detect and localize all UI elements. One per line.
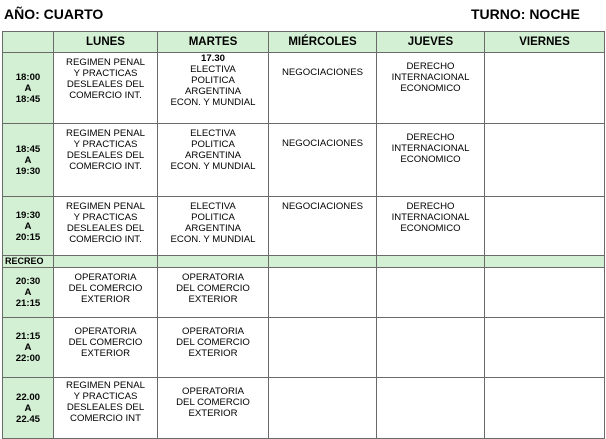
class-cell: ELECTIVA POLITICA ARGENTINA ECON. Y MUNDIAL bbox=[158, 124, 269, 197]
recreo-row bbox=[3, 256, 605, 268]
class-cell: REGIMEN PENAL Y PRACTICAS DESLEALES DEL COMERCIO INT. bbox=[54, 197, 158, 256]
class-cell: OPERATORIA DEL COMERCIO EXTERIOR bbox=[54, 268, 158, 318]
class-cell: OPERATORIA DEL COMERCIO EXTERIOR bbox=[158, 378, 269, 439]
empty-cell bbox=[485, 124, 605, 197]
table-row bbox=[3, 378, 605, 439]
time-slot: 18:00 A 18:45 bbox=[3, 53, 54, 124]
empty-cell bbox=[269, 268, 377, 318]
time-slot: 20:30 A 21:15 bbox=[3, 268, 54, 318]
class-cell: ELECTIVA POLITICA ARGENTINA ECON. Y MUNDIAL bbox=[158, 197, 269, 256]
class-cell: NEGOCIACIONES bbox=[269, 53, 377, 124]
empty-cell bbox=[377, 318, 485, 378]
empty-cell bbox=[485, 268, 605, 318]
class-cell: REGIMEN PENAL Y PRACTICAS DESLEALES DEL COMERCIO INT. bbox=[54, 124, 158, 197]
class-cell: OPERATORIA DEL COMERCIO EXTERIOR bbox=[158, 268, 269, 318]
class-cell: DERECHO INTERNACIONAL ECONOMICO bbox=[377, 124, 485, 197]
schedule-table bbox=[2, 31, 605, 439]
empty-cell bbox=[485, 197, 605, 256]
day-wednesday: MIÉRCOLES bbox=[269, 32, 377, 53]
recreo-label: RECREO bbox=[3, 256, 54, 268]
year-title: AÑO: CUARTO bbox=[4, 6, 104, 22]
day-friday: VIERNES bbox=[485, 32, 605, 53]
day-tuesday: MARTES bbox=[158, 32, 269, 53]
empty-cell bbox=[485, 53, 605, 124]
day-monday: LUNES bbox=[54, 32, 158, 53]
empty-cell bbox=[377, 268, 485, 318]
class-cell: DERECHO INTERNACIONAL ECONOMICO bbox=[377, 53, 485, 124]
empty-cell bbox=[269, 378, 377, 439]
corner-cell bbox=[3, 32, 54, 53]
day-thursday: JUEVES bbox=[377, 32, 485, 53]
class-cell: DERECHO INTERNACIONAL ECONOMICO bbox=[377, 197, 485, 256]
empty-cell bbox=[485, 378, 605, 439]
class-cell: OPERATORIA DEL COMERCIO EXTERIOR bbox=[158, 318, 269, 378]
class-cell: REGIMEN PENAL Y PRACTICAS DESLEALES DEL COMERCIO INT bbox=[54, 378, 158, 439]
table-row bbox=[3, 53, 605, 124]
class-cell: NEGOCIACIONES bbox=[269, 124, 377, 197]
time-slot: 22.00 A 22.45 bbox=[3, 378, 54, 439]
table-row bbox=[3, 268, 605, 318]
day-header-row bbox=[3, 32, 605, 53]
class-cell: OPERATORIA DEL COMERCIO EXTERIOR bbox=[54, 318, 158, 378]
class-cell: 17.30 ELECTIVA POLITICA ARGENTINA ECON. Y MUNDIAL bbox=[158, 53, 269, 124]
empty-cell bbox=[377, 378, 485, 439]
class-cell: NEGOCIACIONES bbox=[269, 197, 377, 256]
shift-title: TURNO: NOCHE bbox=[471, 6, 580, 22]
empty-cell bbox=[485, 318, 605, 378]
empty-cell bbox=[269, 318, 377, 378]
class-cell: REGIMEN PENAL Y PRACTICAS DESLEALES DEL COMERCIO INT. bbox=[54, 53, 158, 124]
table-row bbox=[3, 197, 605, 256]
time-slot: 21:15 A 22:00 bbox=[3, 318, 54, 378]
time-slot: 19:30 A 20:15 bbox=[3, 197, 54, 256]
table-row bbox=[3, 124, 605, 197]
table-row bbox=[3, 318, 605, 378]
time-slot: 18:45 A 19:30 bbox=[3, 124, 54, 197]
